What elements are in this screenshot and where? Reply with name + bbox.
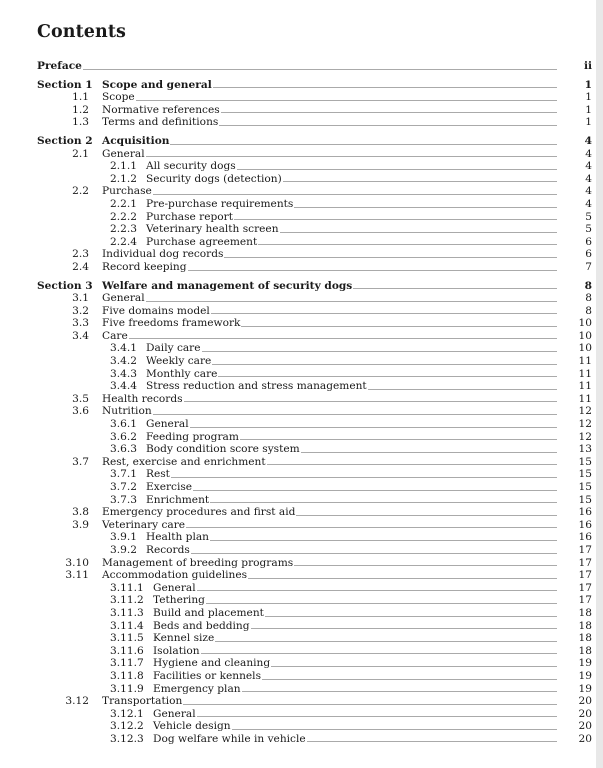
toc-page-number: 15 (578, 481, 592, 493)
toc-entry[interactable] (0, 431, 603, 444)
toc-entry-number: 2.1.2 (110, 172, 137, 185)
toc-entry[interactable] (0, 185, 603, 198)
toc-page-number: 19 (578, 669, 592, 682)
toc-entry[interactable] (0, 104, 603, 117)
toc-entry[interactable] (0, 405, 603, 418)
toc-page-number: 5 (585, 223, 592, 236)
toc-page-number: 4 (585, 172, 592, 185)
toc-entry-title: Welfare and management of security dogs (102, 279, 353, 292)
toc-entry-number: 2.1.1 (110, 160, 137, 173)
toc-page-number: 11 (578, 392, 592, 405)
dot-leader (170, 144, 557, 145)
toc-entry-number: 3.12.3 (110, 732, 144, 745)
toc-page-number: 17 (578, 581, 592, 594)
toc-entry[interactable] (0, 683, 603, 696)
toc-page-number: 5 (585, 210, 592, 223)
toc-entry[interactable] (0, 91, 603, 104)
toc-section-label: Section 1 (37, 78, 93, 91)
toc-entry-title: Scope and general (102, 78, 212, 91)
toc-entry-title: Feeding program (146, 430, 239, 443)
toc-page-number: 4 (584, 134, 592, 147)
toc-entry-number: 3.4.1 (110, 342, 137, 355)
toc-entry-number: 3.8 (72, 506, 89, 519)
toc-entry[interactable] (0, 594, 603, 607)
dot-leader (83, 69, 557, 70)
toc-page-number: 1 (585, 116, 592, 129)
toc-entry[interactable] (0, 720, 603, 733)
toc-entry-number: 3.11.4 (110, 619, 144, 632)
dot-leader (186, 527, 557, 528)
dot-leader (146, 301, 557, 302)
toc-entry-title: Veterinary care (102, 518, 186, 531)
toc-page-number: 16 (578, 506, 592, 519)
toc-entry-title: General (153, 707, 196, 720)
toc-entry-title: Five freedoms framework (102, 317, 241, 330)
dot-leader (368, 389, 557, 390)
toc-page-number: 4 (585, 185, 592, 198)
dot-leader (301, 452, 557, 453)
toc-entry-title: Accommodation guidelines (102, 569, 248, 582)
dot-leader (197, 590, 557, 591)
toc-entry-number: 1.3 (72, 116, 89, 129)
toc-entry[interactable] (0, 519, 603, 532)
toc-entry[interactable] (0, 468, 603, 481)
toc-entry-title: Rest (146, 468, 170, 481)
toc-entry-title: Record keeping (102, 260, 187, 273)
toc-entry-number: 3.11.8 (110, 669, 144, 682)
toc-entry-title: Management of breeding programs (102, 556, 294, 569)
dot-leader (218, 376, 557, 377)
toc-page-number: 19 (578, 682, 592, 695)
toc-page-number: 11 (578, 380, 592, 393)
toc-entry-title: Emergency procedures and first aid (102, 506, 296, 519)
toc-entry-title: General (146, 418, 189, 431)
toc-entry-number: 3.9.2 (110, 543, 137, 556)
toc-entry-title: General (102, 292, 145, 305)
toc-entry-number: 3.6.2 (110, 430, 137, 443)
toc-entry[interactable] (0, 79, 603, 92)
toc-entry-title: Security dogs (detection) (146, 172, 282, 185)
toc-entry[interactable] (0, 708, 603, 721)
toc-entry-number: 3.9.1 (110, 531, 137, 544)
toc-entry[interactable] (0, 280, 603, 293)
toc-page-number: 18 (578, 644, 592, 657)
toc-page-number: 12 (578, 430, 592, 443)
toc-page-number: 4 (585, 197, 592, 210)
toc-page-number: 18 (578, 606, 592, 619)
toc-entry-number: 3.11.1 (110, 581, 144, 594)
toc-entry-title: Preface (37, 60, 82, 72)
toc-entry-title: Exercise (146, 481, 193, 493)
toc-entry-title: Health records (102, 392, 183, 405)
toc-entry-number: 3.12.1 (110, 707, 144, 720)
toc-page-number: ii (583, 60, 592, 72)
dot-leader (213, 87, 557, 88)
toc-entry[interactable] (0, 292, 603, 305)
toc-entry-title: General (102, 147, 145, 160)
toc-entry-title: Terms and definitions (102, 116, 219, 129)
toc-entry[interactable] (0, 443, 603, 456)
dot-leader (294, 565, 557, 566)
toc-entry[interactable] (0, 670, 603, 683)
toc-page-number: 1 (585, 91, 592, 104)
toc-entry-number: 2.2.2 (110, 210, 137, 223)
toc-page-number: 19 (578, 657, 592, 670)
toc-entry-title: Health plan (146, 531, 209, 544)
toc-entry-title: Rest, exercise and enrichment (102, 455, 266, 468)
dot-leader (242, 691, 557, 692)
toc-entry-title: Five domains model (102, 304, 210, 317)
toc-page-number: 17 (578, 569, 592, 582)
toc-entry-title: Emergency plan (153, 682, 241, 695)
dot-leader (248, 578, 557, 579)
toc-entry-title: Isolation (153, 644, 200, 657)
toc-page-number: 15 (578, 493, 592, 506)
toc-entry-number: 1.2 (72, 103, 89, 116)
toc-entry[interactable] (0, 342, 603, 355)
toc-entry[interactable] (0, 380, 603, 393)
toc-section-label: Section 3 (37, 279, 93, 292)
toc-entry-title: Vehicle design (153, 720, 231, 733)
toc-entry-number: 3.12 (65, 695, 89, 708)
toc-entry-number: 3.5 (72, 392, 89, 405)
toc-page-number: 11 (578, 367, 592, 380)
toc-entry-number: 2.2.3 (110, 223, 137, 236)
toc-entry-number: 2.2.1 (110, 197, 137, 210)
dot-leader (184, 401, 557, 402)
toc-page-number: 10 (578, 329, 592, 342)
dot-leader (136, 100, 557, 101)
toc-entry[interactable] (0, 173, 603, 186)
dot-leader (232, 729, 557, 730)
toc-page-number: 8 (584, 279, 592, 292)
toc-entry-title: Purchase (102, 185, 152, 198)
toc-entry[interactable] (0, 60, 603, 73)
toc-entry[interactable] (0, 481, 603, 494)
toc-page-number: 6 (585, 235, 592, 248)
toc-page-number: 6 (585, 248, 592, 261)
toc-entry[interactable] (0, 368, 603, 381)
toc-page-number: 12 (578, 418, 592, 431)
toc-page-number: 15 (578, 455, 592, 468)
toc-section-label: Section 2 (37, 134, 93, 147)
toc-entry-number: 3.10 (65, 556, 89, 569)
dot-leader (224, 257, 557, 258)
dot-leader (171, 477, 557, 478)
toc-entry-title: All security dogs (146, 160, 236, 173)
toc-entry-number: 3.7 (72, 455, 89, 468)
toc-page-number: 20 (578, 707, 592, 720)
toc-entry-title: Beds and bedding (153, 619, 250, 632)
dot-leader (219, 125, 557, 126)
toc-page-number: 10 (578, 342, 592, 355)
toc-entry-title: Build and placement (153, 606, 264, 619)
toc-entry[interactable] (0, 645, 603, 658)
toc-page-number: 18 (578, 632, 592, 645)
toc-entry-title: Monthly care (146, 367, 218, 380)
toc-entry-title: Acquisition (102, 134, 170, 147)
dot-leader (210, 502, 557, 503)
toc-entry[interactable] (0, 223, 603, 236)
dot-leader (307, 741, 557, 742)
toc-entry-title: Purchase agreement (146, 235, 258, 248)
toc-page-number: 10 (578, 317, 592, 330)
dot-leader (294, 207, 557, 208)
toc-entry-number: 2.3 (72, 248, 89, 261)
toc-entry[interactable] (0, 393, 603, 406)
toc-page-number: 17 (578, 556, 592, 569)
toc-entry-title: Transportation (102, 695, 183, 708)
toc-page-number: 20 (578, 695, 592, 708)
toc-entry-number: 3.4.2 (110, 355, 137, 368)
toc-entry[interactable] (0, 657, 603, 670)
toc-page-number: 7 (585, 260, 592, 273)
toc-entry[interactable] (0, 211, 603, 224)
toc-entry[interactable] (0, 456, 603, 469)
toc-entry-number: 1.1 (72, 91, 89, 104)
toc-entry[interactable] (0, 198, 603, 211)
toc-entry-title: Enrichment (146, 493, 210, 506)
dot-leader (241, 326, 557, 327)
dot-leader (237, 169, 557, 170)
toc-page-number: 8 (585, 304, 592, 317)
dot-leader (153, 194, 557, 195)
toc-entry[interactable] (0, 248, 603, 261)
toc-page-number: 4 (585, 147, 592, 160)
toc-entry-number: 3.2 (72, 304, 89, 317)
dot-leader (193, 490, 557, 491)
toc-page-number: 1 (585, 103, 592, 116)
dot-leader (202, 351, 557, 352)
toc-page-number: 16 (578, 518, 592, 531)
toc-entry-title: Dog welfare while in vehicle (153, 732, 306, 745)
toc-entry-number: 3.1 (72, 292, 89, 305)
toc-entry-number: 3.11.6 (110, 644, 144, 657)
toc-entry[interactable] (0, 531, 603, 544)
toc-entry-title: Stress reduction and stress management (146, 380, 367, 393)
toc-entry[interactable] (0, 506, 603, 519)
page-title: Contents (37, 22, 127, 42)
dot-leader (221, 112, 557, 113)
toc-entry-number: 3.9 (72, 518, 89, 531)
toc-entry-title: Pre-purchase requirements (146, 197, 294, 210)
toc-entry[interactable] (0, 261, 603, 274)
toc-entry-title: Hygiene and cleaning (153, 657, 271, 670)
toc-entry-number: 3.11.2 (110, 594, 144, 607)
toc-entry-title: Veterinary health screen (146, 223, 279, 236)
dot-leader (215, 641, 557, 642)
toc-page-number: 15 (578, 468, 592, 481)
toc-entry-title: Normative references (102, 103, 220, 116)
dot-leader (210, 540, 557, 541)
toc-entry[interactable] (0, 135, 603, 148)
dot-leader (153, 414, 557, 415)
toc-entry[interactable] (0, 557, 603, 570)
toc-entry-title: Tethering (153, 594, 205, 607)
toc-entry-number: 3.6.3 (110, 443, 137, 456)
toc-entry-number: 3.4.4 (110, 380, 137, 393)
dot-leader (212, 364, 557, 365)
toc-entry[interactable] (0, 582, 603, 595)
dot-leader (234, 219, 557, 220)
toc-entry[interactable] (0, 494, 603, 507)
dot-leader (183, 704, 557, 705)
toc-entry-number: 3.3 (72, 317, 89, 330)
dot-leader (211, 313, 557, 314)
toc-entry-number: 3.12.2 (110, 720, 144, 733)
toc-entry[interactable] (0, 632, 603, 645)
toc-entry-number: 2.4 (72, 260, 89, 273)
toc-entry-title: Records (146, 543, 190, 556)
toc-entry[interactable] (0, 236, 603, 249)
toc-entry[interactable] (0, 544, 603, 557)
toc-entry[interactable] (0, 116, 603, 129)
dot-leader (271, 666, 557, 667)
toc-page-number: 12 (578, 405, 592, 418)
toc-entry-number: 3.6 (72, 405, 89, 418)
toc-entry-number: 3.11 (65, 569, 89, 582)
toc-entry-number: 3.7.2 (110, 481, 137, 493)
toc-entry[interactable] (0, 330, 603, 343)
toc-entry[interactable] (0, 305, 603, 318)
toc-entry-number: 2.2.4 (110, 235, 137, 248)
dot-leader (146, 156, 557, 157)
dot-leader (251, 628, 557, 629)
toc-entry-number: 3.11.7 (110, 657, 144, 670)
table-of-contents (0, 60, 603, 745)
toc-entry-title: Body condition score system (146, 443, 300, 456)
toc-entry-title: Individual dog records (102, 248, 224, 261)
toc-entry-number: 3.6.1 (110, 418, 137, 431)
toc-entry-title: Care (102, 329, 128, 342)
dot-leader (240, 439, 557, 440)
toc-page-number: 20 (578, 732, 592, 745)
dot-leader (262, 679, 557, 680)
toc-page-number: 17 (578, 594, 592, 607)
toc-entry-title: Daily care (146, 342, 201, 355)
toc-entry[interactable] (0, 695, 603, 708)
toc-entry-number: 2.1 (72, 147, 89, 160)
toc-page-number: 18 (578, 619, 592, 632)
dot-leader (188, 270, 557, 271)
dot-leader (201, 653, 557, 654)
toc-entry[interactable] (0, 160, 603, 173)
toc-entry-number: 3.7.1 (110, 468, 137, 481)
dot-leader (258, 244, 557, 245)
toc-entry[interactable] (0, 418, 603, 431)
toc-page-number: 1 (584, 78, 592, 91)
toc-entry-number: 3.11.9 (110, 682, 144, 695)
dot-leader (353, 288, 557, 289)
dot-leader (190, 427, 557, 428)
dot-leader (197, 716, 557, 717)
toc-entry[interactable] (0, 569, 603, 582)
toc-entry-title: Facilities or kennels (153, 669, 262, 682)
toc-entry-title: Scope (102, 91, 135, 104)
dot-leader (296, 515, 557, 516)
toc-page-number: 17 (578, 543, 592, 556)
toc-entry[interactable] (0, 148, 603, 161)
toc-entry[interactable] (0, 607, 603, 620)
toc-entry-number: 3.4 (72, 329, 89, 342)
toc-entry[interactable] (0, 355, 603, 368)
dot-leader (280, 232, 557, 233)
toc-entry[interactable] (0, 733, 603, 746)
toc-entry-title: Weekly care (146, 355, 212, 368)
toc-entry-title: Nutrition (102, 405, 152, 418)
toc-entry-number: 2.2 (72, 185, 89, 198)
dot-leader (129, 338, 557, 339)
toc-entry-number: 3.11.3 (110, 606, 144, 619)
toc-page-number: 13 (578, 443, 592, 456)
toc-page-number: 8 (585, 292, 592, 305)
toc-page-number: 16 (578, 531, 592, 544)
toc-page-number: 20 (578, 720, 592, 733)
toc-page-number: 4 (585, 160, 592, 173)
toc-entry-number: 3.7.3 (110, 493, 137, 506)
toc-page-number: 11 (578, 355, 592, 368)
dot-leader (191, 553, 557, 554)
dot-leader (265, 616, 557, 617)
toc-entry-title: Purchase report (146, 210, 233, 223)
dot-leader (283, 181, 557, 182)
toc-entry-number: 3.11.5 (110, 632, 144, 645)
toc-entry-number: 3.4.3 (110, 367, 137, 380)
toc-entry[interactable] (0, 317, 603, 330)
toc-entry-title: General (153, 581, 196, 594)
toc-entry-title: Kennel size (153, 632, 215, 645)
toc-entry[interactable] (0, 620, 603, 633)
dot-leader (206, 603, 557, 604)
dot-leader (267, 464, 557, 465)
